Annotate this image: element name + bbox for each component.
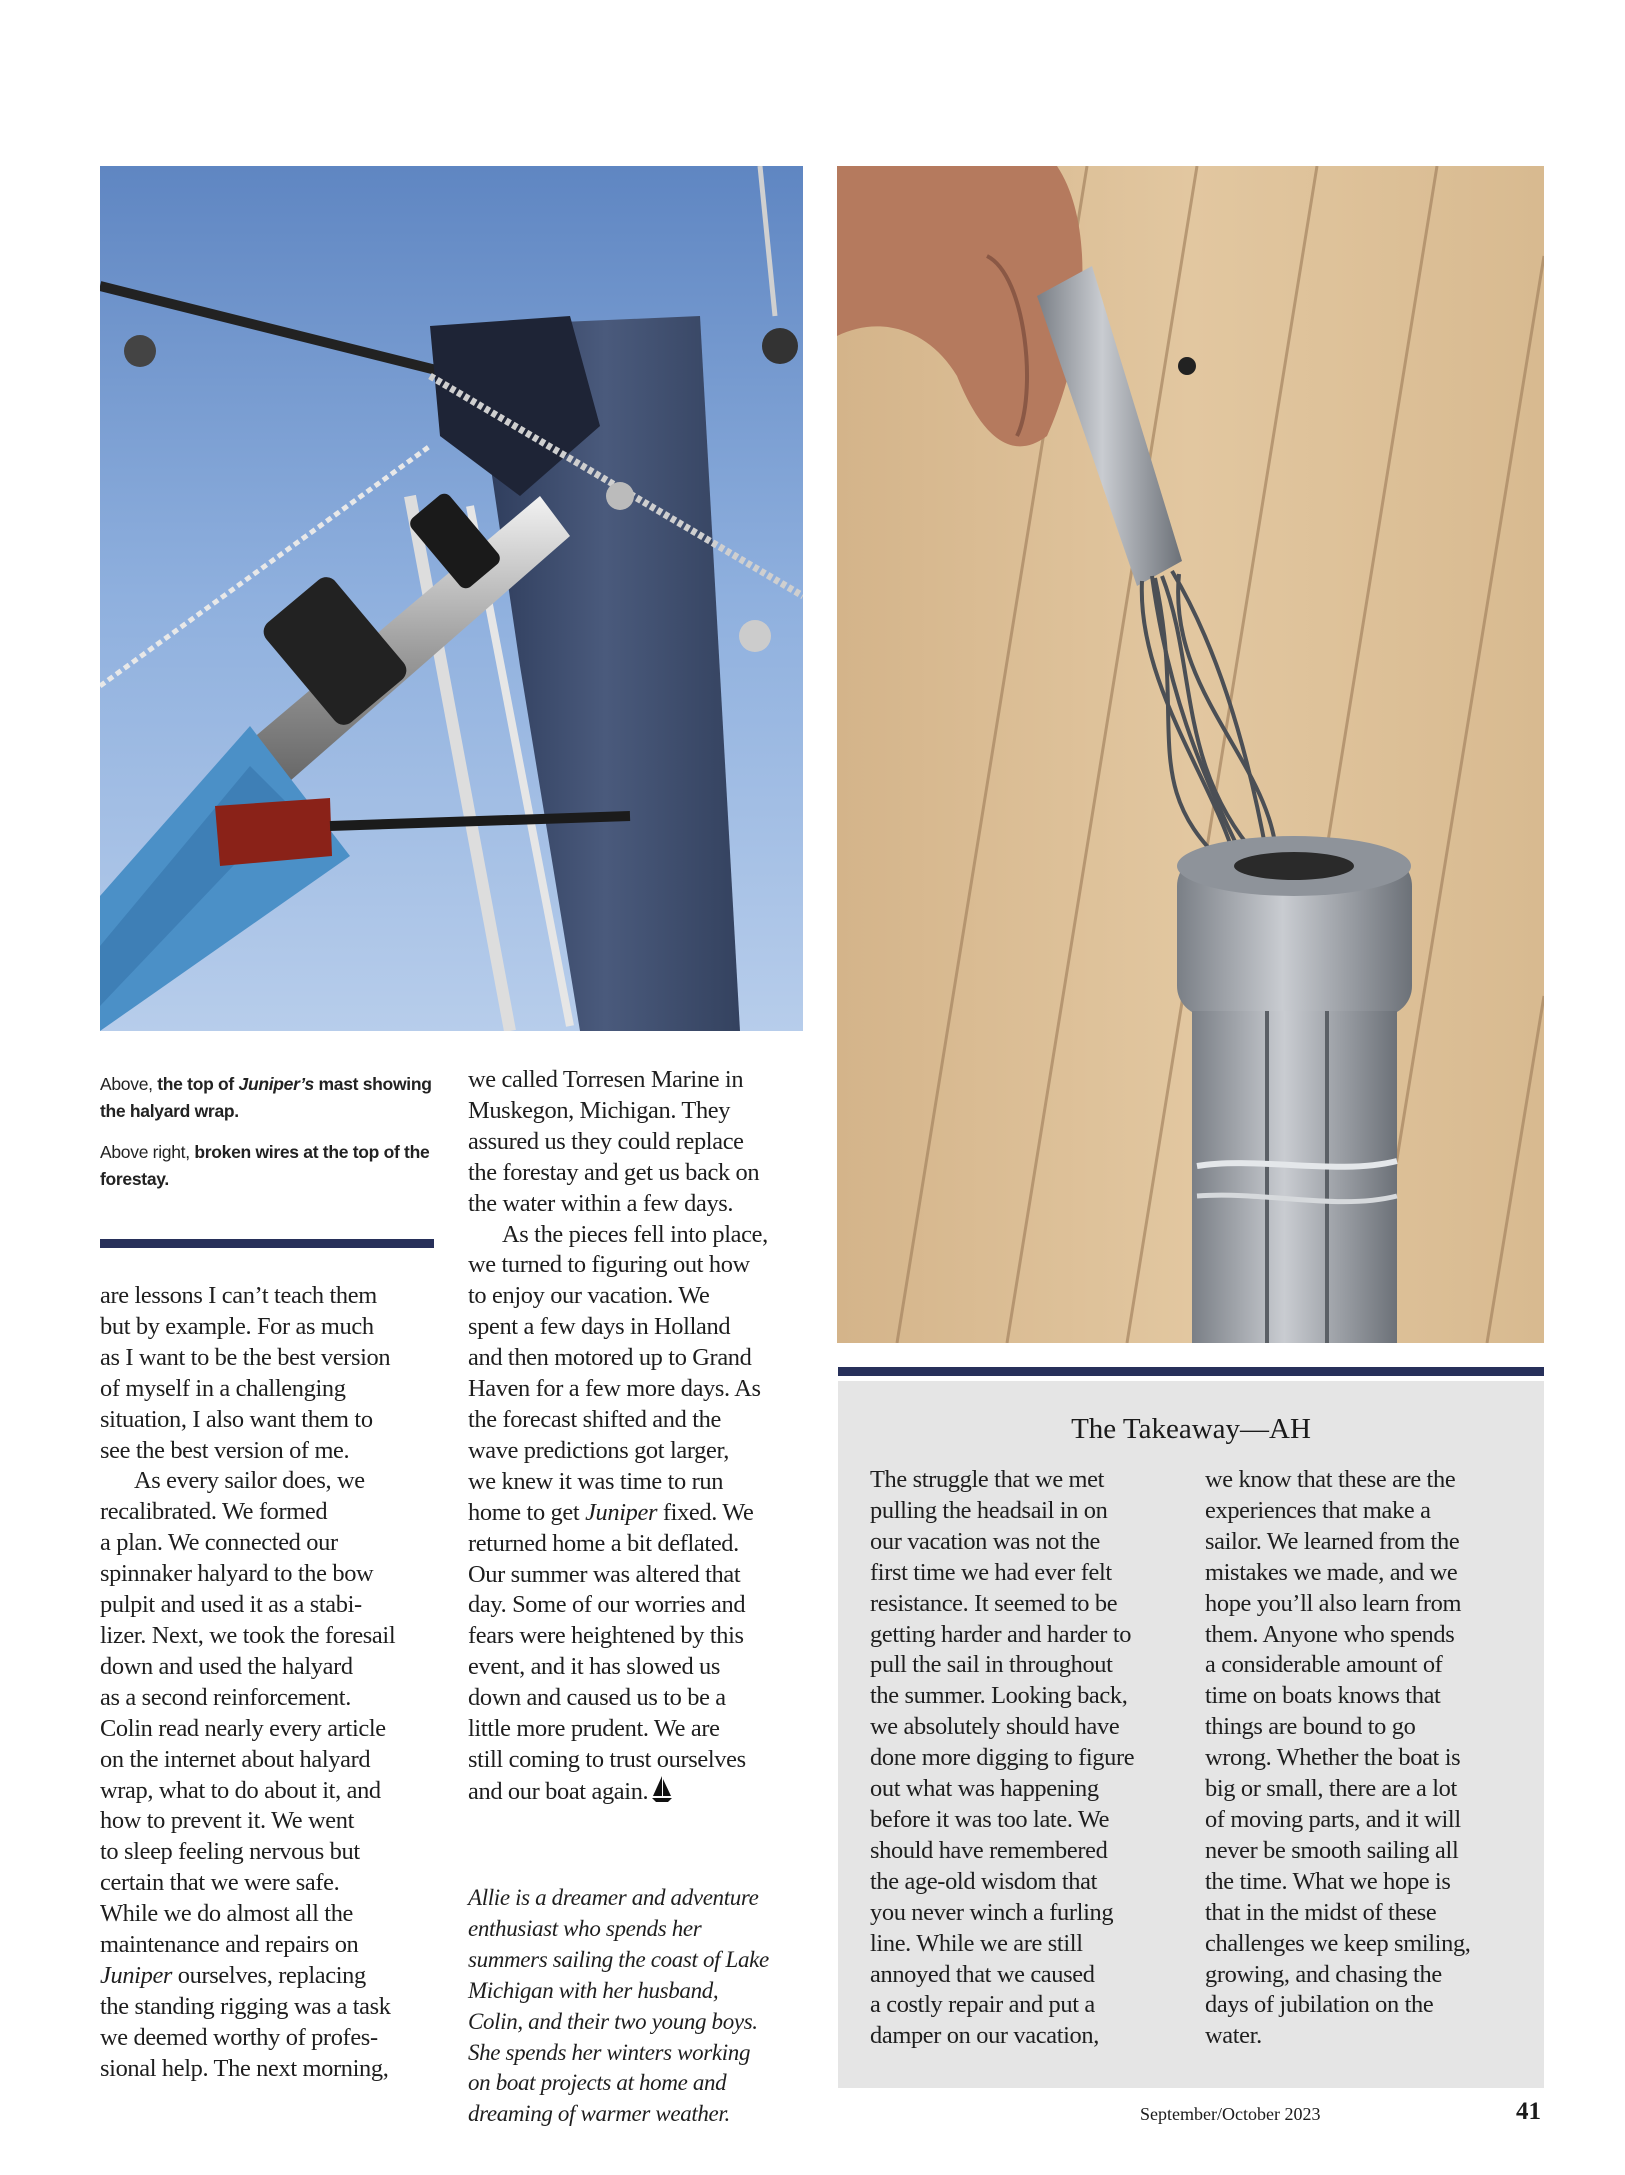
caption-divider <box>100 1239 434 1248</box>
takeaway-column-1: The struggle that we met pulling the headsail in on our vacation was not the first time we had ever felt resistance. It seemed to be getting harder and harder to pull the sail in throughout the summer. Looking back, we absolutely should have done more digging to figure out what was happening before it was too late. We should have remembered the age-old wisdom that you never winch a furling line. While we are still annoyed that we caused a costly repair and put a damper on our vacation, <box>870 1466 1135 2050</box>
article-column-1: are lessons I can’t teach them but by example. For as much as I want to be the best version of myself in a challenging situation, I also want them to see the best version of me. As every sailor does, we recalibrated. We formed a plan. We connected our spinnaker halyard to the bow pulpit and used it as a stabi- lizer. Next, we took the foresail down and used the halyard as a second reinforcement. Colin read nearly every article on the internet about halyard wrap, what to do about it, and how to prevent it. We went to sleep feeling nervous but certain that we were safe. While we do almost all the maintenance and repairs on Juniper ourselves, replacing the standing rigging was a task we deemed worthy of profes- sional help. The next morning, <box>100 1282 396 2082</box>
page-number: 41 <box>1516 2098 1541 2125</box>
takeaway-title: The Takeaway—AH <box>1071 1413 1311 1445</box>
article-column-2: we called Torresen Marine in Muskegon, Michigan. They assured us they could replace the forestay and get us back on the water within a few days. As the pieces fell into place, we turned to figuring out how to enjoy our vacation. We spent a few days in Holland and then motored up to Grand Haven for a few more days. As the forecast shifted and the wave predictions got larger, we knew it was time to run home to get Juniper fixed. We returned home a bit deflated. Our summer was altered that day. Some of our worries and fears were heightened by this event, and it has slowed us down and caused us to be a little more prudent. We are still coming to trust ourselves and our boat again. <box>468 1065 768 1811</box>
takeaway-divider <box>838 1367 1544 1376</box>
sailboat-end-icon <box>652 1776 672 1811</box>
author-bio: Allie is a dreamer and adventure enthusiast who spends her summers sailing the coast of Lake Michigan with her husband, Colin, and their two young boys. She spends her winters working on boat projects at home and dreaming of warmer weather. <box>468 1885 769 2127</box>
caption-above-right: Above right, broken wires at the top of the forestay. <box>100 1142 430 1189</box>
issue-date: September/October 2023 <box>1140 2104 1321 2124</box>
broken-forestay-photo <box>837 166 1544 1343</box>
photo-captions <box>100 1071 435 1207</box>
caption-above: Above, the top of Juniper’s mast showing the halyard wrap. <box>100 1074 432 1121</box>
takeaway-column-2: we know that these are the experiences that make a sailor. We learned from the mistakes we made, and we hope you’ll also learn from them. Anyone who spends a considerable amount of time on boats knows that things are bound to go wrong. Whether the boat is big or small, there are a lot of moving parts, and it will never be smooth sailing all the time. What we hope is that in the midst of these challenges we keep smiling, growing, and chasing the days of jubilation on the water. <box>1205 1466 1471 2050</box>
mast-top-photo <box>100 166 803 1031</box>
